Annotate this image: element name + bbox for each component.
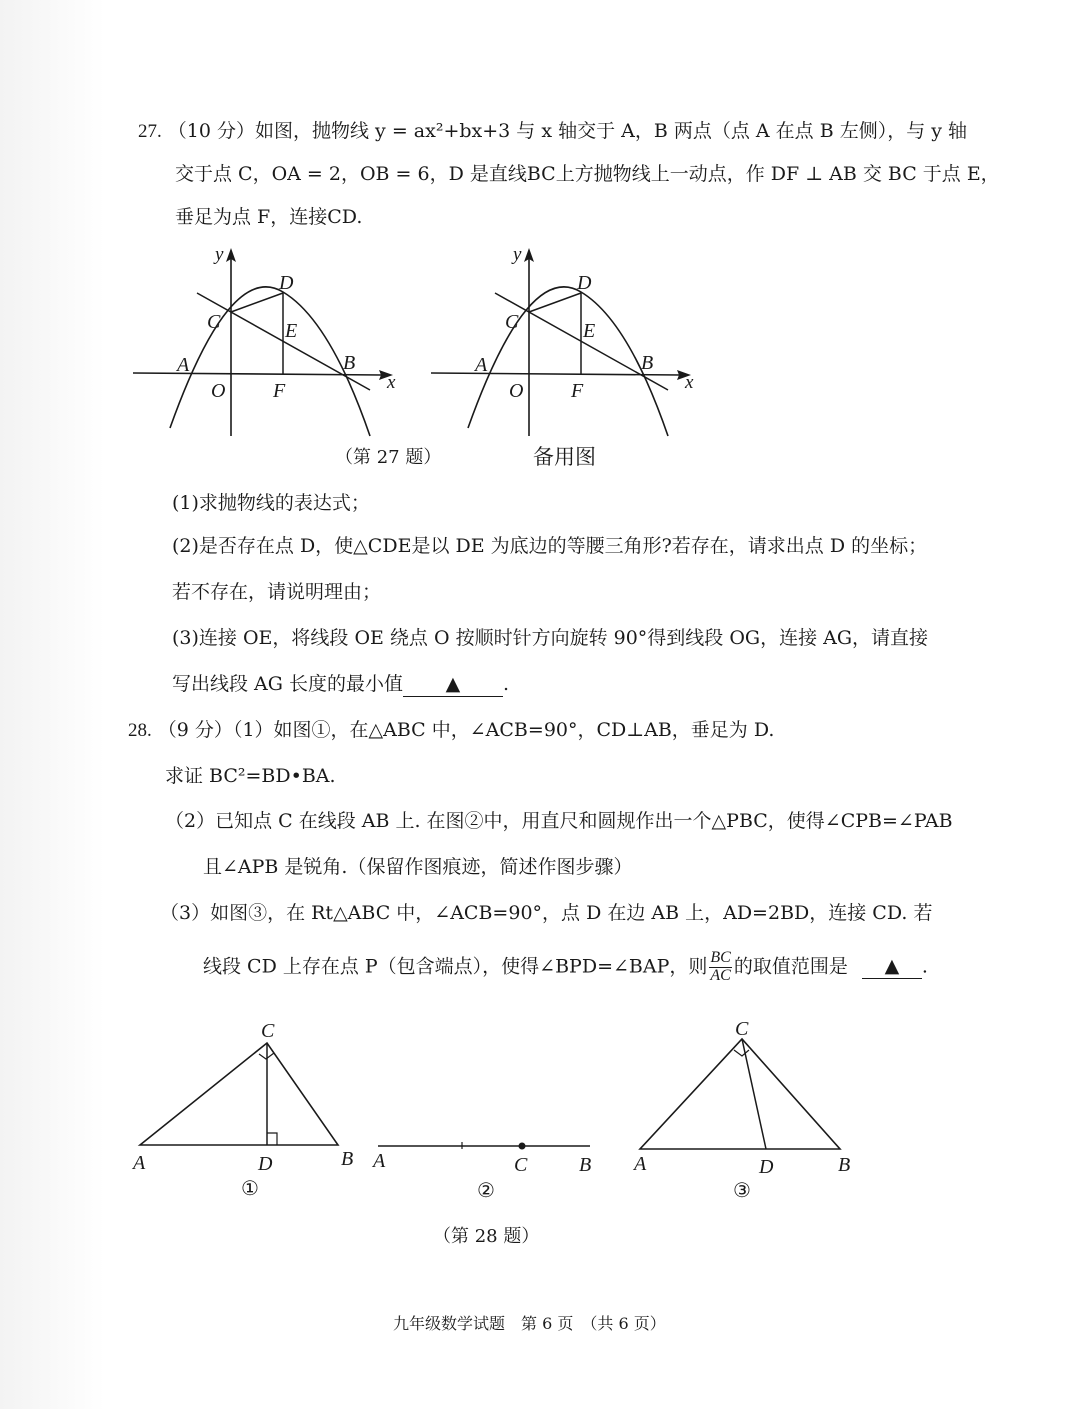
label-f: F xyxy=(571,380,584,402)
q28-figure-2 xyxy=(370,1015,600,1205)
q27-spare-caption: 备用图 xyxy=(533,445,596,469)
figure-number-2: ② xyxy=(477,1180,495,1202)
q27-score: （10 分） xyxy=(167,120,256,142)
triangle-abc xyxy=(640,1039,840,1149)
label-a: A xyxy=(634,1153,647,1175)
q28-part2-line1: （2）已知点 C 在线段 AB 上. 在图②中，用直尺和圆规作出一个△PBC，使得∠CPB=∠PAB xyxy=(165,810,953,832)
q27-part2-line2: 若不存在，请说明理由； xyxy=(172,581,382,603)
label-d: D xyxy=(279,272,294,294)
fraction-denominator: AC xyxy=(710,966,731,984)
q27-line1 xyxy=(138,120,967,144)
label-x: x xyxy=(387,372,396,393)
segment-cd xyxy=(231,293,283,312)
label-e: E xyxy=(285,320,298,342)
q28-part2-line2: 且∠APB 是锐角.（保留作图痕迹，简述作图步骤） xyxy=(203,856,633,878)
label-a: A xyxy=(177,354,190,376)
q28-figure-3 xyxy=(628,1015,878,1205)
parabola xyxy=(170,287,370,436)
q27-answer-blank xyxy=(403,673,503,697)
q28-end-period: . xyxy=(921,955,928,978)
label-y: y xyxy=(215,244,224,265)
label-a: A xyxy=(133,1152,146,1174)
label-c: C xyxy=(207,311,221,333)
label-d: D xyxy=(759,1156,774,1178)
q28-part3-text-b: 的取值范围是 xyxy=(733,955,848,978)
answer-triangle: ▲ xyxy=(445,673,461,695)
label-b: B xyxy=(341,1148,354,1170)
q28-score: （9 分） xyxy=(157,719,233,741)
q27-figure xyxy=(125,240,405,440)
q27-number: 27. xyxy=(138,121,162,142)
label-e: E xyxy=(583,320,596,342)
label-d: D xyxy=(258,1153,273,1175)
page-footer: 九年级数学试题 第 6 页 （共 6 页） xyxy=(393,1314,666,1333)
label-o: O xyxy=(509,380,524,402)
q28-part3-line2 xyxy=(203,950,928,985)
q28-figure-caption: （第 28 题） xyxy=(433,1226,540,1247)
page-shadow xyxy=(0,0,105,1409)
label-c: C xyxy=(505,311,519,333)
q28-figure-1 xyxy=(130,1015,370,1205)
parabola xyxy=(468,287,668,436)
label-y: y xyxy=(513,244,522,265)
figure-number-1: ① xyxy=(241,1178,259,1200)
q28-answer-blank xyxy=(862,955,922,979)
q28-part3-line1: （3）如图③，在 Rt△ABC 中，∠ACB=90°，点 D 在边 AB 上，AD=2BD，连接 CD. 若 xyxy=(160,902,933,924)
right-angle-mark-d xyxy=(267,1133,277,1145)
label-x: x xyxy=(685,372,694,393)
figure-number-3: ③ xyxy=(733,1180,751,1202)
q27-part3-line2 xyxy=(172,673,509,697)
q27-part3-line1: (3)连接 OE，将线段 OE 绕点 O 按顺时针方向旋转 90°得到线段 OG，连接 AG，请直接 xyxy=(172,627,929,649)
segment-cd xyxy=(742,1039,766,1149)
label-b: B xyxy=(579,1154,592,1176)
q27-figure-caption: （第 27 题） xyxy=(335,447,442,468)
label-f: F xyxy=(273,380,286,402)
label-c: C xyxy=(735,1018,749,1040)
q27-part1: (1)求抛物线的表达式； xyxy=(172,492,370,514)
label-a: A xyxy=(373,1150,386,1172)
label-c: C xyxy=(514,1154,528,1176)
q27-stem-3: 垂足为点 F，连接CD. xyxy=(175,206,363,228)
label-o: O xyxy=(211,380,226,402)
label-b: B xyxy=(343,352,356,374)
q28-number: 28. xyxy=(128,720,152,741)
fraction-bc-over-ac xyxy=(709,950,731,985)
q27-end-period: . xyxy=(502,673,510,695)
label-c: C xyxy=(261,1020,275,1042)
answer-triangle: ▲ xyxy=(884,955,900,978)
q28-line1 xyxy=(128,719,774,743)
q27-part3-text: 写出线段 AG 长度的最小值 xyxy=(172,673,403,695)
q27-stem-2: 交于点 C，OA = 2，OB = 6，D 是直线BC上方抛物线上一动点，作 DF ⊥ AB 交 BC 于点 E， xyxy=(175,163,1000,185)
triangle-abc xyxy=(140,1043,338,1145)
fraction-numerator: BC xyxy=(710,949,731,966)
label-d: D xyxy=(577,272,592,294)
label-b: B xyxy=(641,352,654,374)
segment-cd xyxy=(529,293,581,312)
q28-part1-line2: 求证 BC²=BD•BA. xyxy=(165,765,336,787)
label-a: A xyxy=(475,354,488,376)
q27-stem-1: 如图，抛物线 y = ax²+bx+3 与 x 轴交于 A，B 两点（点 A 在点 B 左侧），与 y 轴 xyxy=(255,120,968,142)
q28-part1-line1: （1）如图①，在△ABC 中，∠ACB=90°，CD⊥AB，垂足为 D. xyxy=(232,719,775,741)
right-angle-mark-c xyxy=(734,1050,749,1056)
point-c xyxy=(519,1143,526,1150)
q27-spare-figure xyxy=(423,240,703,440)
q28-part3-text-a: 线段 CD 上存在点 P（包含端点），使得∠BPD=∠BAP，则 xyxy=(203,955,708,978)
q27-part2-line1: (2)是否存在点 D，使△CDE是以 DE 为底边的等腰三角形?若存在，请求出点 D 的坐标； xyxy=(172,535,928,557)
label-b: B xyxy=(838,1154,851,1176)
